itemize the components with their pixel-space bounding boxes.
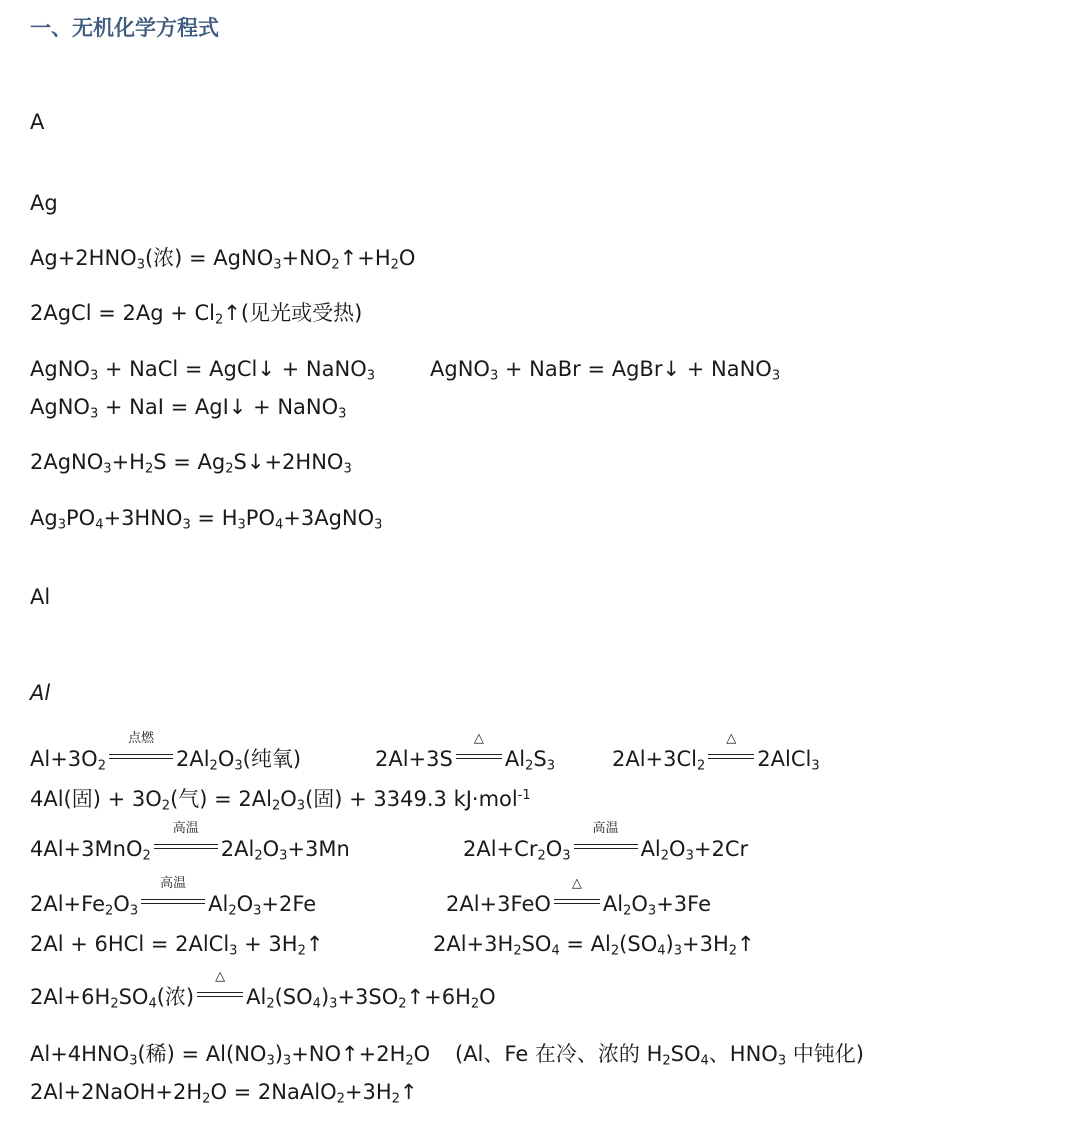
equation-ag-3b: AgNO$_3$ + NaBr = AgBr↓ + NaNO$_3$ [430, 357, 781, 384]
equation-ag-2: 2AgCl = $2Ag + Cl_2↑$(见光或受热) [30, 301, 363, 328]
element-heading-ag: Ag [30, 191, 58, 215]
reaction-condition-high-temp: 高温 [571, 835, 641, 856]
reaction-condition-high-temp: 高温 [151, 835, 221, 856]
equation-al-2: 4Al(固) + $3O_2$(气) = $2Al_2O_3$(固) + 3349.3 kJ·mol$^{-1}$ [30, 787, 531, 814]
reaction-condition-heat: △ [705, 745, 757, 766]
equation-ag-6: $Ag_3PO_4+3HNO_3$ = $H_3PO_4+3AgNO_3$ [30, 506, 383, 533]
section-heading: 一、无机化学方程式 [30, 16, 219, 40]
equation-al-8: $2Al+2NaOH+2H_2O$ = $2NaAlO_2+3H_2↑$ [30, 1080, 418, 1107]
element-heading-al-italic: Al [30, 681, 51, 705]
equation-al-4a: $2Al+Fe_2O_3$ 高温 $Al_2O_3+2Fe$ [30, 876, 317, 919]
reaction-condition-heat: △ [194, 983, 246, 1004]
equation-al-1a: $Al+3O_2$ 点燃 $2Al_2O_3$(纯氧) [30, 731, 302, 774]
equation-al-3a: 4Al+3MnO$_2$ 高温 $2Al_2O_3+3Mn$ [30, 821, 350, 864]
element-heading-al: Al [30, 585, 51, 609]
equation-al-7-note: (Al、Fe 在冷、浓的 $H_2SO_4$、$HNO_3$ 中钝化) [455, 1042, 864, 1069]
reaction-condition-heat: △ [453, 745, 505, 766]
equation-al-7: $Al+4HNO_3$(稀) = $Al(NO_3)_3+NO↑+2H_2O$ [30, 1042, 431, 1069]
letter-heading-a: A [30, 110, 45, 134]
reaction-condition-high-temp: 高温 [138, 890, 208, 911]
equation-ag-5: $2AgNO_3+H_2S$ = $Ag_2S↓+2HNO_3$ [30, 450, 352, 477]
equation-al-1b: 2Al+3S △ $Al_2S_3$ [375, 731, 555, 774]
equation-al-5b: $2Al+3H_2SO_4$ = $Al_2(SO_4)_3+3H_2↑$ [433, 932, 755, 959]
equation-al-4b: 2Al+3FeO △ $Al_2O_3+3Fe$ [446, 876, 712, 919]
equation-al-6: $2Al+6H_2SO_4$(浓) △ $Al_2(SO_4)_3+3SO_2↑+6H_2O$ [30, 969, 496, 1012]
equation-ag-3a: AgNO$_3$ + NaCl = AgCl↓ + NaNO$_3$ [30, 357, 376, 384]
equation-ag-4: AgNO$_3$ + NaI = AgI↓ + NaNO$_3$ [30, 395, 347, 422]
reaction-condition-heat: △ [551, 890, 603, 911]
equation-ag-1: $Ag+2HNO_3$(浓) = $AgNO_3+NO_2↑+H_2O$ [30, 246, 416, 273]
equation-al-3b: $2Al+Cr_2O_3$ 高温 $Al_2O_3+2Cr$ [463, 821, 749, 864]
reaction-condition-ignite: 点燃 [106, 745, 176, 766]
equation-al-1c: $2Al+3Cl_2$ △ 2AlCl$_3$ [612, 731, 820, 774]
equation-al-5a: 2Al + 6HCl = 2AlCl$_3$ + $3H_2↑$ [30, 932, 324, 959]
